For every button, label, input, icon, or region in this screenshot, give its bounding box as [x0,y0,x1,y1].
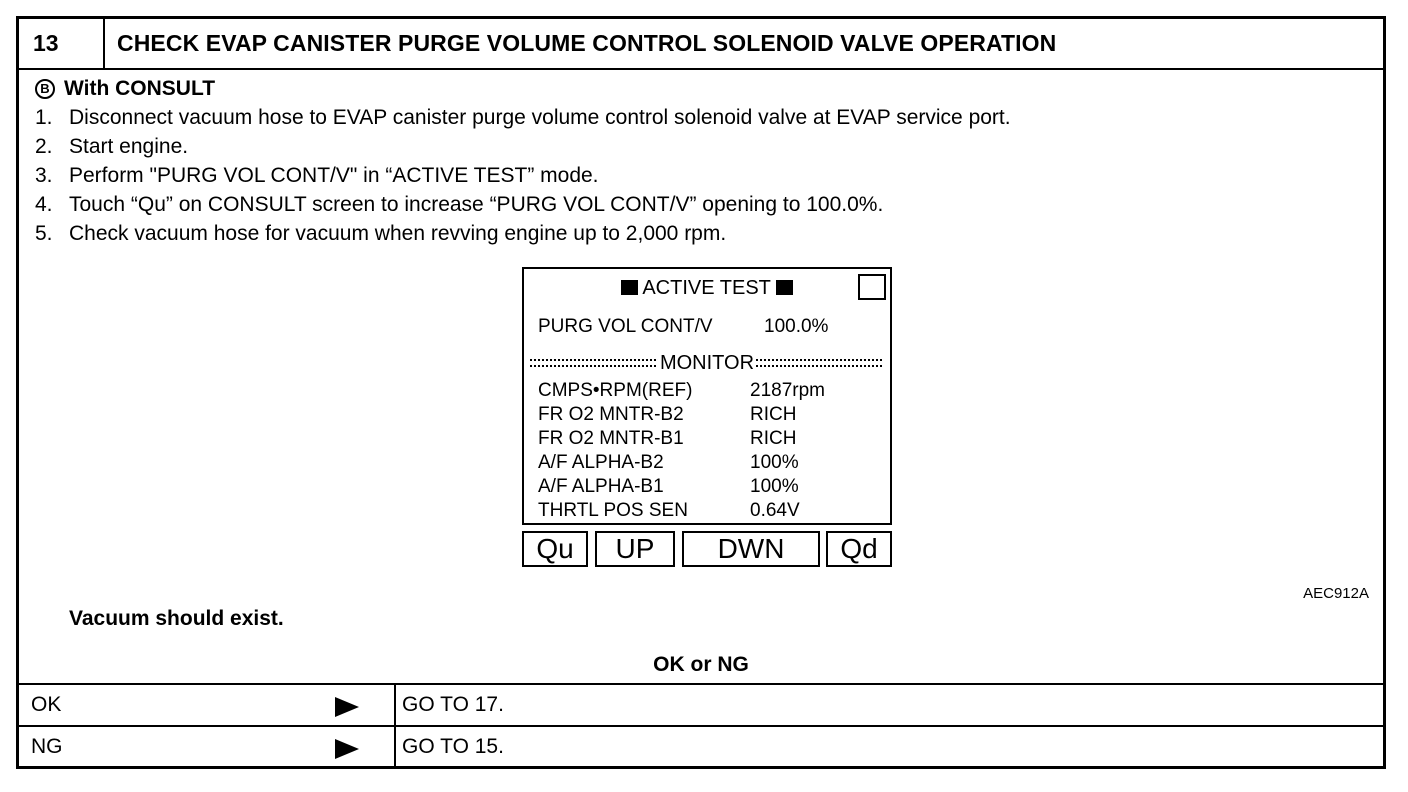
procedure-title: CHECK EVAP CANISTER PURGE VOLUME CONTROL SOLENOID VALVE OPERATION [117,30,1057,56]
diagnostic-procedure-table [16,16,1386,769]
decision-label: OK or NG [653,653,749,676]
procedure-header [19,19,1383,70]
procedure-steps [35,103,1011,248]
up-button[interactable]: UP [595,531,675,567]
test-item-label: PURG VOL CONT/V [538,316,713,337]
list-item: 5. Check vacuum hose for vacuum when revving engine up to 2,000 rpm. [35,222,727,245]
consult-active-test-screen [522,267,892,525]
dotted-rule [756,359,884,367]
monitor-row: A/F ALPHA-B1 100% [538,476,799,497]
list-item: 3. Perform "PURG VOL CONT/V" in “ACTIVE TEST” mode. [35,164,599,187]
monitor-row: CMPS•RPM(REF) 2187rpm [538,380,825,401]
monitor-row: FR O2 MNTR-B1 RICH [538,428,797,449]
list-item: 1. Disconnect vacuum hose to EVAP canister purge volume control solenoid valve at EVAP service port. [35,106,1011,129]
result-action[interactable]: GO TO 17. [402,693,504,716]
monitor-row: FR O2 MNTR-B2 RICH [538,404,797,425]
result-label: NG [31,735,63,758]
figure-code: AEC912A [1303,585,1369,602]
square-bullet-icon [621,280,638,295]
result-row-ok [19,683,1383,727]
consult-label: With CONSULT [64,77,216,100]
dotted-rule [530,359,658,367]
consult-tester-icon: B [35,79,55,99]
monitor-label: MONITOR [659,351,755,374]
arrow-right-icon [335,739,359,759]
consult-heading [35,75,215,103]
arrow-right-icon [335,697,359,717]
checkbox-icon[interactable] [858,274,886,300]
monitor-row: A/F ALPHA-B2 100% [538,452,799,473]
list-item: 2. Start engine. [35,135,189,158]
qd-button[interactable]: Qd [826,531,892,567]
column-divider [394,727,396,769]
test-item-row [538,315,829,339]
column-divider [394,685,396,727]
expected-result: Vacuum should exist. [69,607,284,630]
screen-title: ACTIVE TEST [524,277,890,300]
test-item-value: 100.0% [764,316,829,337]
list-item: 4. Touch “Qu” on CONSULT screen to increase “PURG VOL CONT/V” opening to 100.0%. [35,193,884,216]
qu-button[interactable]: Qu [522,531,588,567]
result-action[interactable]: GO TO 15. [402,735,504,758]
monitor-rows [538,379,825,523]
square-bullet-icon [776,280,793,295]
step-number: 13 [19,19,105,68]
result-label: OK [31,693,62,716]
result-row-ng [19,725,1383,769]
dwn-button[interactable]: DWN [682,531,820,567]
monitor-divider [530,351,884,375]
monitor-row: THRTL POS SEN 0.64V [538,500,800,521]
